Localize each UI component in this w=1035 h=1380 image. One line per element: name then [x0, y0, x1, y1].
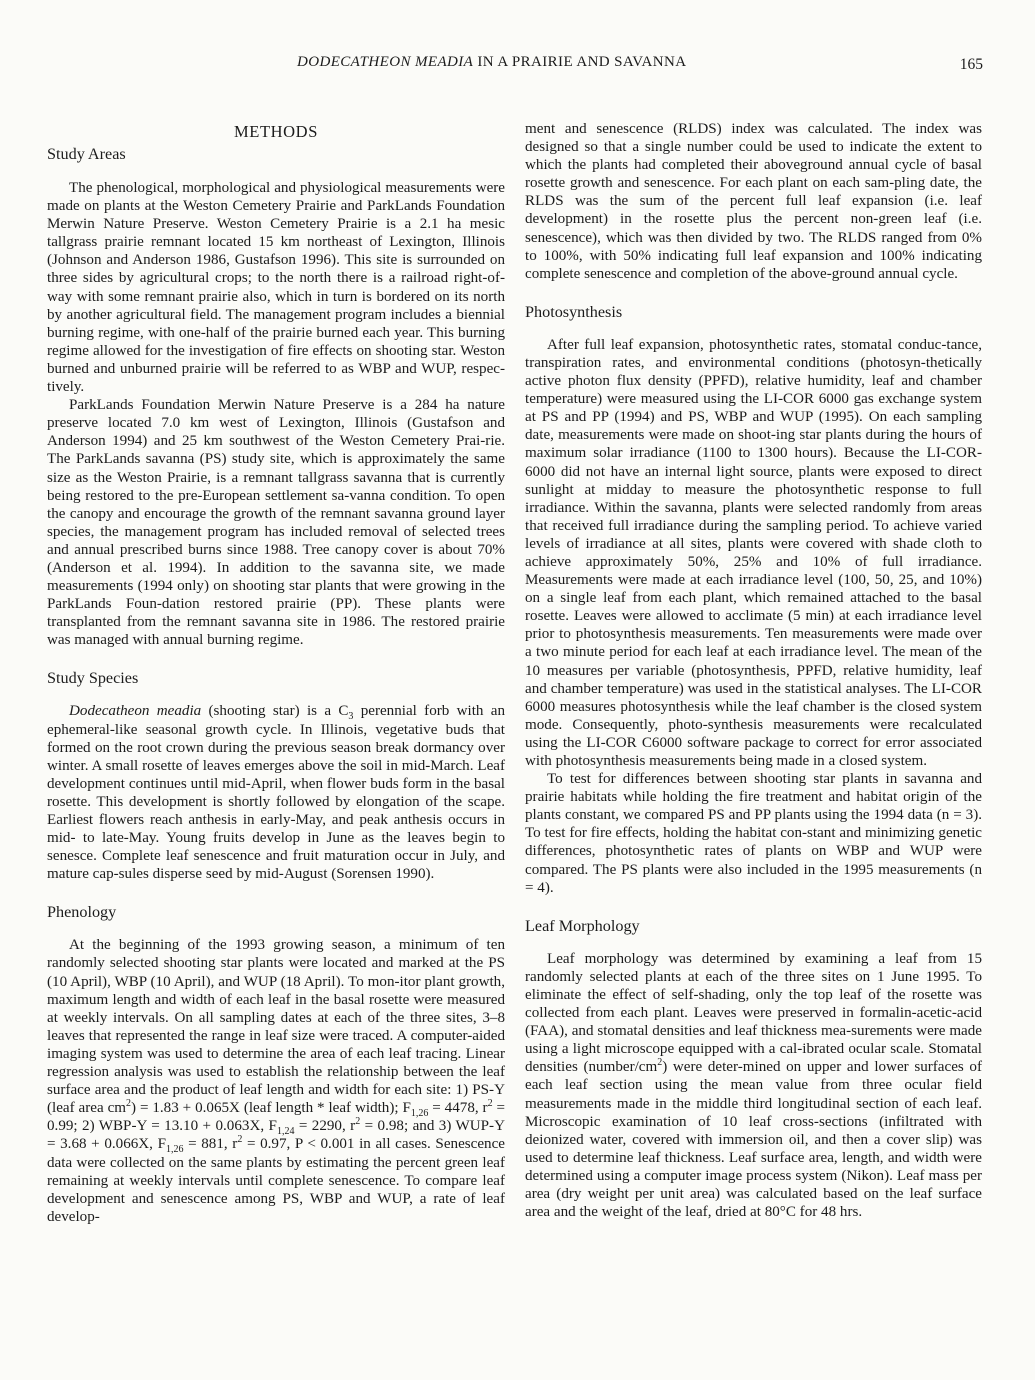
phen-sup-1: 2 [126, 1098, 132, 1110]
left-column [47, 120, 505, 1226]
lm-sup: 2 [657, 1057, 663, 1069]
phenology-paragraph [47, 936, 505, 1226]
phen-sup-2: 2 [487, 1098, 493, 1110]
leaf-morphology-paragraph [525, 950, 982, 1221]
phen-text-c: = 4478, r [428, 1100, 488, 1117]
study-species-paragraph [47, 702, 505, 883]
running-head [297, 54, 686, 71]
phen-sub-1: 1,26 [410, 1108, 429, 1120]
phenology-heading: Phenology [47, 903, 117, 922]
page-number: 165 [959, 56, 983, 73]
species-name: Dodecatheon meadia [69, 703, 202, 720]
methods-title: METHODS [234, 122, 318, 141]
right-column [525, 120, 982, 1221]
phen-text-a: At the beginning of the 1993 growing season, a minimum of ten randomly selected shooting star plants were located and marked at the PS (10 April), WBP (10 April), and WUP (18 April). To mon-itor plant growth, maximum length and width of each leaf in the basal rosette were measured at weekly intervals. On all sampling dates at each of the three sites, 3–8 leaves that represented the range in leaf size were traced. A computer-aided imaging system was used to determine the area of each leaf tracing. Linear regression analysis was used to establish the relationship between the leaf surface area and the product of leaf length and width for each site: 1) PS-Y (leaf area cm [47, 937, 505, 1117]
phen-text-g: = 881, r [183, 1136, 238, 1153]
species-text-a: (shooting star) is a C [201, 703, 349, 720]
study-areas-paragraph-1: The phenological, morphological and physiological measurements were made on plants at the Weston Cemetery Prairie and ParkLands Foundation Merwin Nature Preserve. Weston Cemetery Prairie is a 2.1 ha mesic tallgrass prairie remnant located 15 km northeast of Lexington, Illinois (Johnson and Anderson 1986, Gustafson 1996). This site is surrounded on three sides by agricultural crops; to the north there is a railroad right-of-way with some remnant prairie also, which in turn is bordered on its north by another agricultural field. The management program includes a biennial burning regime, with one-half of the prairie burned each year. This burning regime allowed for the investigation of fire effects on shooting star. Weston burned and unburned prairie will be referred to as WBP and WUP, respec-tively. [47, 180, 505, 396]
phen-sub-3: 1,26 [165, 1144, 184, 1156]
species-text-b: perennial forb with an ephemeral-like seasonal growth cycle. In Illinois, vegetative buds that formed on the root crown during the previous season break dormancy over winter. A small rosette of leaves emerges above the soil in mid-March. Leaf development continues until mid-April, when flower buds form in the basal rosette. This development is shortly followed by elongation of the scape. Earliest flowers reach anthesis in early-May, and peak anthesis occurs in mid- to late-May. Young fruits develop in June as the leaves begin to senesce. Complete leaf senescence and fruit maturation occur in July, and mature cap-sules disperse seed by mid-August (Sorensen 1990). [47, 703, 505, 883]
phen-text-f: = 0.98; and 3) WUP-Y = 3.68 + 0.066X, F [47, 1118, 505, 1153]
phen-sub-2: 1,24 [276, 1126, 295, 1138]
study-species-heading: Study Species [47, 669, 139, 688]
phen-text-b: ) = 1.83 + 0.065X (leaf length * leaf width); F [131, 1100, 411, 1117]
phen-sup-4: 2 [237, 1134, 243, 1146]
photosynthesis-heading: Photosynthesis [525, 302, 623, 321]
phen-text-h: = 0.97, P < 0.001 in all cases. Senescence data were collected on the same plants by estimating the percent green leaf remaining at weekly intervals until complete senescence. To compare leaf development and senescence among PS, WBP and WUP, a rate of leaf develop- [47, 1136, 505, 1225]
lm-text-b: ) were deter-mined on upper and lower surfaces of each leaf section using the mean value from three ocular field measurements made in the middle third longitudinal section of each leaf. Microscopic examination of 10 leaf cross-sections (infiltrated with deionized water, covered with immersion oil, and then a cover slip) was used to determine leaf thickness. Leaf surface area, length, and width were determined using a computer image process system (Nikon). Leaf mass per area (dry weight per unit area) was calculated based on the leaf surface area and the weight of the leaf, dried at 80°C for 48 hrs. [525, 1059, 982, 1221]
c3-subscript: 3 [348, 711, 354, 723]
running-head-species: DODECATHEON MEADIA [297, 54, 474, 70]
phen-text-e: = 2290, r [294, 1118, 356, 1135]
rlds-paragraph: ment and senescence (RLDS) index was calculated. The index was designed so that a single number could be used to indicate the extent to which the plants had completed their aboveground annual cycle of basal rosette growth and senescence. For each plant on each sam-pling date, the RLDS was the sum of the percent full leaf expansion (i.e. leaf development) in the rosette plus the percent non-green leaf (i.e. senescence), which was then divided by two. The RLDS ranged from 0% to 100%, with 50% indicating full leaf expansion and 100% indicating complete senescence and completion of the above-ground annual cycle. [525, 121, 982, 282]
study-areas-heading: Study Areas [47, 145, 126, 163]
leaf-morphology-heading: Leaf Morphology [525, 916, 640, 935]
phen-text-d: = 0.99; 2) WBP-Y = 13.10 + 0.063X, F [47, 1100, 505, 1135]
photosynthesis-paragraph-2: To test for differences between shooting star plants in savanna and prairie habitats while holding the fire treatment and habitat origin of the plants constant, we compared PS and PP plants using the 1994 data (n = 3). To test for fire effects, holding the habitat con-stant and minimizing genetic differences, photosynthetic rates of plants on WBP and WUP were compared. The PS plants were also included in the 1995 measurements (n = 4). [525, 771, 982, 896]
phen-sup-3: 2 [355, 1116, 361, 1128]
running-head-rest: IN A PRAIRIE AND SAVANNA [473, 54, 687, 70]
photosynthesis-paragraph-1: After full leaf expansion, photosynthetic rates, stomatal conduc-tance, transpiration rates, and environmental conditions (photosyn-thetically active photon flux density (PPFD), relative humidity, leaf and chamber temperature) were measured using the LI-COR 6000 gas exchange system at PS and PP (1994) and PS, WBP and WUP (1995). On each sampling date, measurements were made on shoot-ing star plants during the hours of maximum solar irradiance (1100 to 1300 hours). Because the LI-COR-6000 did not have an internal light source, plants were exposed to direct sunlight at midday to measure the photosynthetic response to full irradiance. Within the savanna, plants were selected randomly from areas that received full irradiance during the sampling period. To achieve varied levels of irradiance at all sites, plants were covered with shade cloth to achieve approximately 50%, 25% and 10% of full irradiance. Measurements were made at each irradiance level (100, 50, 25, and 10%) on a single leaf from each plant, which remained attached to the basal rosette. Leaves were allowed to acclimate (5 min) at each irradiance level prior to photosynthesis measurements. Ten measurements were made over a two minute period for each leaf at each irradiance level. The mean of the 10 measures per variable (photosynthesis, PPFD, relative humidity, leaf and chamber temperature) was used in the statistical analyses. The LI-COR 6000 measures photosynthesis while the leaf chamber is the closed system mode. Consequently, photo-synthesis measurements were recalculated using the LI-COR C6000 software package to correct for error associated with photosynthesis measurements being made in a closed system. [525, 336, 982, 769]
lm-text-a: Leaf morphology was determined by examining a leaf from 15 randomly selected plants at each of the three sites on 1 June 1995. To eliminate the effect of self-shading, only the top leaf of the rosette was collected from each plant. Leaves were preserved in formalin-acetic-acid (FAA), and stomatal densities and leaf thickness mea-surements were made using a light microscope equipped with a cal-ibrated ocular scale. Stomatal densities (number/cm [525, 950, 982, 1076]
study-areas-paragraph-2: ParkLands Foundation Merwin Nature Preserve is a 284 ha nature preserve located 7.0 km west of Lexington, Illinois (Gustafson and Anderson 1994) and 25 km southwest of the Weston Cemetery Prai-rie. The ParkLands savanna (PS) study site, which is approximately the same size as the Weston Prairie, is a remnant tallgrass savanna that is currently being restored to the pre-European settlement sa-vanna condition. To open the canopy and encourage the growth of the remnant savanna ground layer species, the management program has included removal of selected trees and annual prescribed burns since 1988. Tree canopy cover is about 70% (Anderson et al. 1994). In addition to the savanna site, we made measurements (1994 only) on shooting star plants that were growing in the ParkLands Foun-dation restored prairie (PP). These plants were transplanted from the remnant savanna site in 1986. The restored prairie was managed with annual burning regime. [47, 397, 505, 649]
